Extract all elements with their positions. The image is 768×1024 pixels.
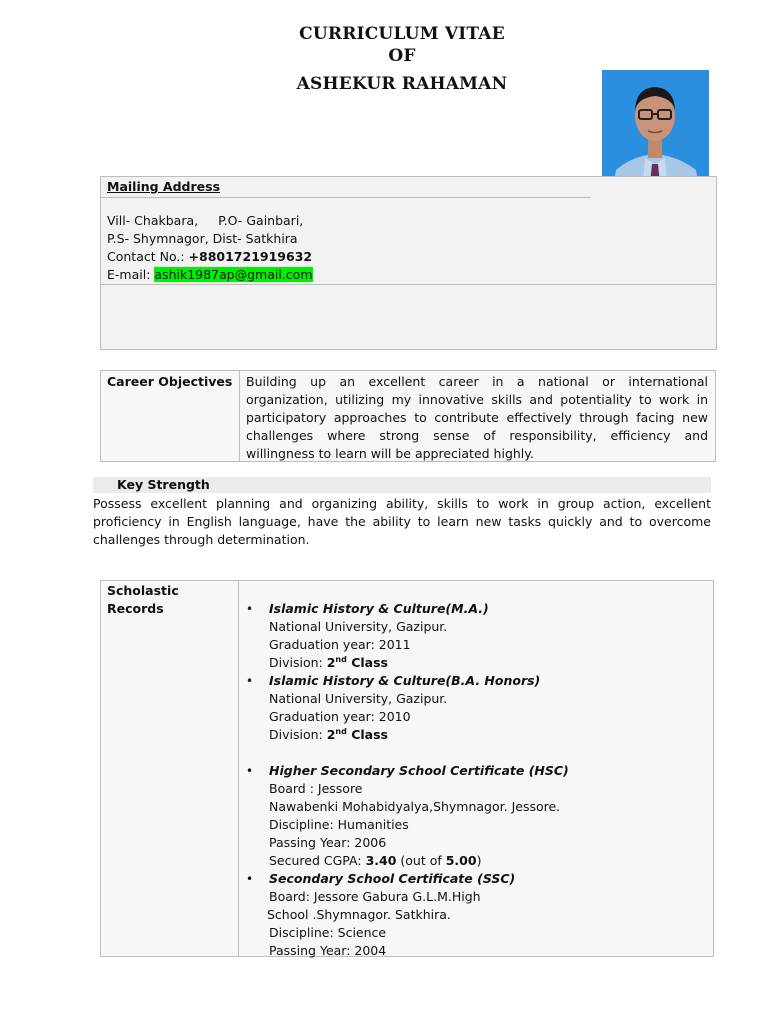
passing-year: Passing Year: 2006 xyxy=(269,835,387,850)
mailing-address-lines xyxy=(107,212,313,284)
division-number: 2 xyxy=(326,727,336,742)
list-item-ssc xyxy=(246,870,706,960)
bullet-icon: • xyxy=(246,602,254,616)
list-item-hsc xyxy=(246,762,706,870)
division-suffix: nd xyxy=(335,727,347,736)
cv-title: CURRICULUM VITAE xyxy=(299,24,505,44)
institution: Nawabenki Mohabidyalya,Shymnagor. Jessore. xyxy=(269,799,561,814)
division-suffix: nd xyxy=(335,655,347,664)
cgpa-label: Secured CGPA: xyxy=(269,853,366,868)
career-objectives-text: Building up an excellent career in a national or international organization, utilizing my innovative skills and potentiality to work in participatory approaches to contribute effectively through facing new challenges where strong sense of responsibility, efficiency and willingness to learn will be appreciated highly. xyxy=(246,374,708,461)
division-number: 2 xyxy=(326,655,336,670)
spacer xyxy=(246,744,706,762)
passing-year: Passing Year: 2004 xyxy=(269,943,387,958)
bullet-icon: • xyxy=(246,674,254,688)
scholastic-records-label: Scholastic Records xyxy=(107,583,179,616)
division xyxy=(269,726,706,744)
contact-line xyxy=(107,248,313,266)
division xyxy=(269,654,706,672)
scholastic-records-label-cell xyxy=(101,581,239,956)
division-class: Class xyxy=(346,655,388,670)
division-class: Class xyxy=(346,727,388,742)
cgpa-max: 5.00 xyxy=(445,853,477,868)
career-objectives-label-cell xyxy=(101,371,240,461)
cgpa xyxy=(269,852,706,870)
mailing-divider xyxy=(101,284,716,285)
list-item-ba xyxy=(246,672,706,744)
scholastic-records-box xyxy=(100,580,714,957)
bullet-icon: • xyxy=(246,872,254,886)
contact-label: Contact No.: xyxy=(107,249,189,264)
key-strength-header xyxy=(93,477,711,493)
institution: National University, Gazipur. xyxy=(269,691,448,706)
degree-title: Islamic History & Culture(M.A.) xyxy=(269,601,489,616)
board: Board : Jessore xyxy=(269,781,363,796)
cv-name: ASHEKUR RAHAMAN xyxy=(296,74,508,94)
email-address[interactable]: ashik1987ap@gmail.com xyxy=(154,267,313,282)
scholastic-records-list xyxy=(246,600,706,960)
mailing-address-header xyxy=(101,177,591,198)
cv-title-of: OF xyxy=(388,46,416,66)
career-objectives-label: Career Objectives xyxy=(107,374,233,389)
address-village: Vill- Chakbara, xyxy=(107,213,199,228)
address-line-2: P.S- Shymnagor, Dist- Satkhira xyxy=(107,231,298,246)
discipline: Discipline: Humanities xyxy=(269,817,409,832)
institution: National University, Gazipur. xyxy=(269,619,448,634)
board: Board: Jessore Gabura G.L.M.High xyxy=(269,889,481,904)
career-objectives-box xyxy=(100,370,716,462)
degree-title: Higher Secondary School Certificate (HSC) xyxy=(269,763,569,778)
graduation-year: Graduation year: 2011 xyxy=(269,637,411,652)
key-strength-text: Possess excellent planning and organizing ability, skills to work in group action, excellent proficiency in English language, have the ability to learn new tasks quickly and to overcome challenges through determination. xyxy=(93,496,711,547)
address-line-1 xyxy=(107,212,313,230)
graduation-year: Graduation year: 2010 xyxy=(269,709,411,724)
address-post-office: P.O- Gainbari, xyxy=(218,213,304,228)
school: School .Shymnagor. Satkhira. xyxy=(267,907,451,922)
email-label: E-mail: xyxy=(107,267,155,282)
bullet-icon: • xyxy=(246,764,254,778)
cgpa-out-of: (out of xyxy=(396,853,446,868)
cgpa-value: 3.40 xyxy=(365,853,397,868)
key-strength-heading: Key Strength xyxy=(117,477,210,492)
discipline: Discipline: Science xyxy=(269,925,387,940)
degree-title: Secondary School Certificate (SSC) xyxy=(269,871,516,886)
division-label: Division: xyxy=(269,727,327,742)
cgpa-close: ) xyxy=(476,853,482,868)
list-item-ma xyxy=(246,600,706,672)
email-line xyxy=(107,266,313,284)
contact-number: +8801721919632 xyxy=(188,249,313,264)
mailing-address-heading: Mailing Address xyxy=(107,179,221,194)
degree-title: Islamic History & Culture(B.A. Honors) xyxy=(269,673,541,688)
division-label: Division: xyxy=(269,655,327,670)
mailing-address-box xyxy=(100,176,717,350)
